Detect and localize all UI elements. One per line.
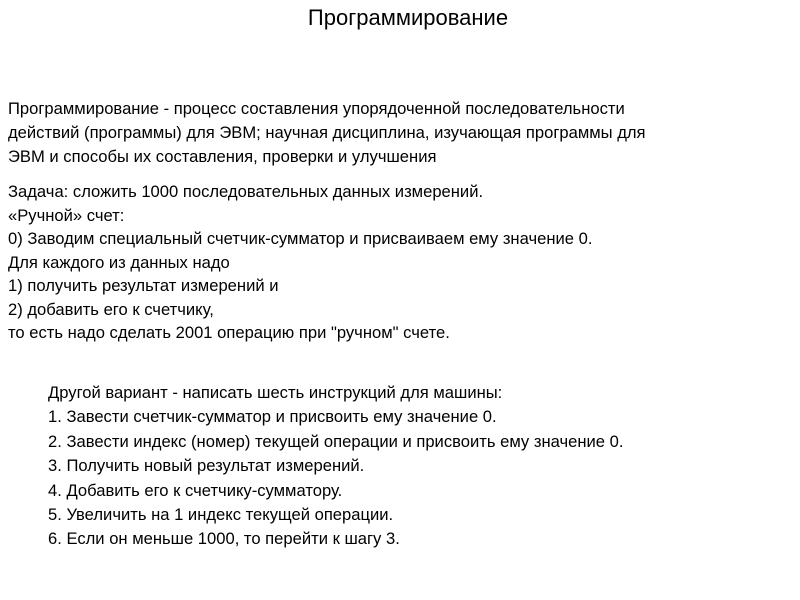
alternative-line: 4. Добавить его к счетчику-сумматору. bbox=[48, 480, 343, 500]
definition-paragraph bbox=[8, 97, 792, 169]
task-line: 2) добавить его к счетчику, bbox=[8, 299, 214, 319]
task-description bbox=[8, 180, 792, 345]
task-line: «Ручной» счет: bbox=[8, 205, 125, 225]
task-line: то есть надо сделать 2001 операцию при "ручном" счете. bbox=[8, 323, 450, 342]
definition-line: действий (программы) для ЭВМ; научная дисциплина, изучающая программы для bbox=[8, 123, 646, 142]
alternative-line: 6. Если он меньше 1000, то перейти к шагу 3. bbox=[48, 529, 400, 549]
alternative-line: 3. Получить новый результат измерений. bbox=[48, 456, 365, 476]
alternative-line: 1. Завести счетчик-сумматор и присвоить ему значение 0. bbox=[48, 407, 497, 427]
definition-line: ЭВМ и способы их составления, проверки и улучшения bbox=[8, 147, 437, 166]
task-line: Задача: сложить 1000 последовательных данных измерений. bbox=[8, 182, 484, 201]
alternative-line: 5. Увеличить на 1 индекс текущей операции. bbox=[48, 505, 394, 525]
slide-title: Программирование bbox=[307, 5, 509, 30]
definition-line: Программирование - процесс составления упорядоченной последовательности bbox=[8, 99, 625, 118]
alternative-line: 2. Завести индекс (номер) текущей операции и присвоить ему значение 0. bbox=[48, 431, 624, 451]
task-line: 1) получить результат измерений и bbox=[8, 276, 279, 295]
alternative-instructions bbox=[48, 381, 792, 552]
alternative-line: Другой вариант - написать шесть инструкций для машины: bbox=[48, 383, 503, 402]
task-line: 0) Заводим специальный счетчик-сумматор и присваиваем ему значение 0. bbox=[8, 229, 593, 248]
task-line: Для каждого из данных надо bbox=[8, 252, 230, 272]
